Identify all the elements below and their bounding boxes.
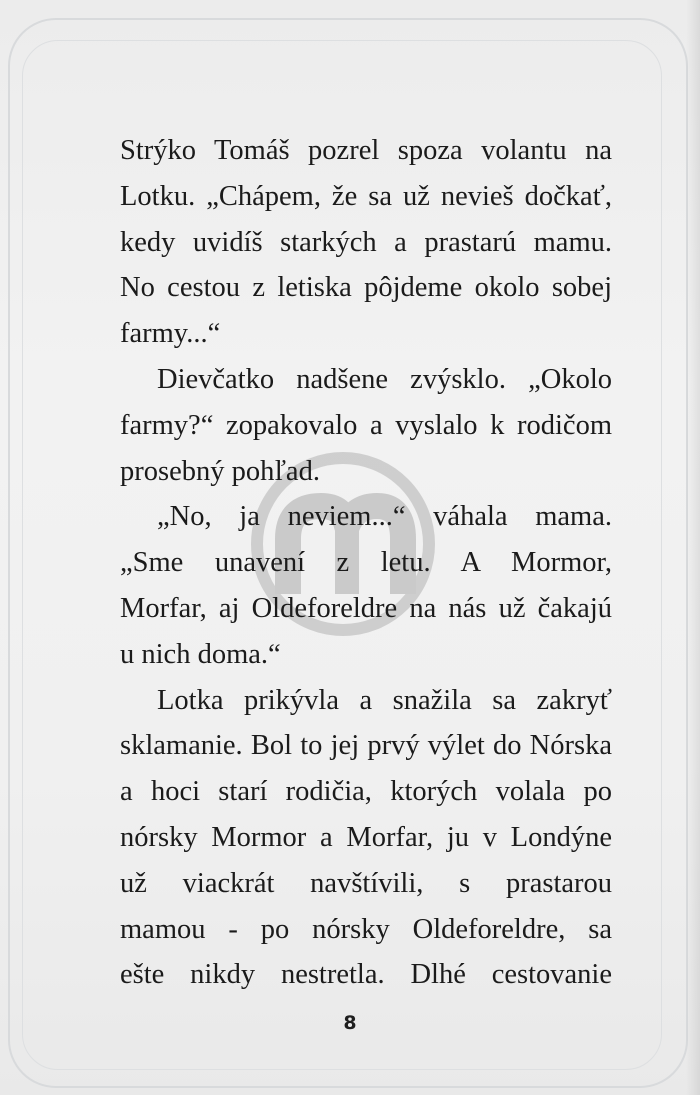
text-line: nórsky Mormor a Morfar, ju v Londýne bbox=[120, 821, 612, 853]
text-line: Lotku. „Chápem, že sa už nevieš dočkať, bbox=[120, 180, 612, 212]
text-line: sklamanie. Bol to jej prvý výlet do Nórska bbox=[120, 730, 612, 762]
text-line: Morfar, aj Oldeforeldre na nás už čakajú bbox=[120, 592, 612, 624]
text-line: „No, ja neviem...“ váhala mama. bbox=[157, 501, 612, 533]
text-line: u nich doma.“ bbox=[120, 638, 281, 670]
text-line: a hoci starí rodičia, ktorých volala po bbox=[120, 776, 612, 808]
text-line: ešte nikdy nestretla. Dlhé cestovanie bbox=[120, 959, 612, 991]
body-text bbox=[120, 128, 612, 998]
text-line: prosebný pohľad. bbox=[120, 455, 320, 487]
text-line: farmy?“ zopakovalo a vyslalo k rodičom bbox=[120, 409, 612, 441]
text-line: „Sme unavení z letu. A Mormor, bbox=[120, 547, 612, 579]
text-line: farmy...“ bbox=[120, 318, 221, 350]
text-line: Strýko Tomáš pozrel spoza volantu na bbox=[120, 135, 612, 166]
page-number: 8 bbox=[343, 1012, 357, 1034]
text-line: Lotka prikývla a snažila sa zakryť bbox=[157, 684, 612, 716]
text-line: mamou - po nórsky Oldeforeldre, sa bbox=[120, 913, 612, 945]
page-edge-shadow bbox=[686, 0, 700, 1095]
text-line: No cestou z letiska pôjdeme okolo sobej bbox=[120, 272, 612, 304]
text-line: Dievčatko nadšene zvýsklo. „Okolo bbox=[157, 363, 612, 395]
text-line: už viackrát navštívili, s prastarou bbox=[120, 867, 612, 899]
text-line: kedy uvidíš starkých a prastarú mamu. bbox=[120, 226, 612, 258]
